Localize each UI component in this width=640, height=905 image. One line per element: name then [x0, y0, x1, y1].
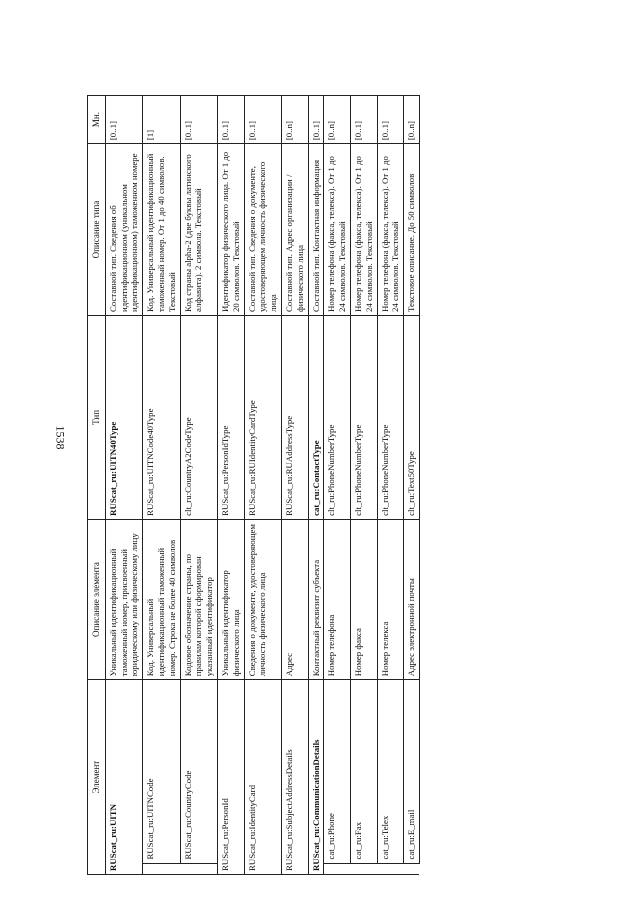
- multiplicity-cell: [0..n]: [404, 96, 420, 144]
- type-cell: clt_ru:CountryA2CodeType: [180, 315, 217, 519]
- type-description-cell: Идентификатор физического лица. От 1 до 20 символов. Текстовый: [217, 144, 244, 316]
- element-cell: RUScat_ru:CommunicationDetails: [308, 680, 324, 875]
- page-number: 1538: [53, 425, 68, 450]
- table-row: [350, 96, 377, 875]
- multiplicity-cell: [0..1]: [308, 96, 324, 144]
- element-cell: cat_ru:Phone: [324, 680, 351, 863]
- type-description-cell: Текстовое описание. До 50 символов: [404, 144, 420, 316]
- multiplicity-cell: [0..1]: [244, 96, 281, 144]
- type-description-cell: Код страны alpha-2 (две буквы латинского алфавита). 2 символа. Текстовый: [180, 144, 217, 316]
- indent-cell: [180, 863, 217, 874]
- element-cell: cat_ru:Fax: [350, 680, 377, 863]
- type-description-cell: Код. Универсальный идентификационный таможенный номер. От 1 до 40 символов. Текстовый: [143, 144, 180, 316]
- type-cell: RUScat_ru:UITN40Type: [105, 315, 142, 519]
- table-row: [105, 96, 142, 875]
- table-row: [404, 96, 420, 875]
- description-cell: Контактный реквизит субъекта: [308, 519, 324, 679]
- type-cell: clt_ru:PhoneNumberType: [350, 315, 377, 519]
- indent-cell: [324, 863, 351, 874]
- element-cell: RUScat_ru:IdentityCard: [244, 680, 281, 875]
- description-cell: Уникальный идентификатор физического лица: [217, 519, 244, 679]
- type-cell: RUScat_ru:PersonIdType: [217, 315, 244, 519]
- table-row: [180, 96, 217, 875]
- table-row: [244, 96, 281, 875]
- type-cell: clt_ru:PhoneNumberType: [377, 315, 404, 519]
- multiplicity-cell: [0..1]: [180, 96, 217, 144]
- type-description-cell: Составной тип. Сведения о документе, удостоверяющем личность физического лица: [244, 144, 281, 316]
- element-cell: RUScat_ru:UITNCode: [143, 680, 180, 863]
- indent-cell: [377, 863, 404, 874]
- multiplicity-cell: [1]: [143, 96, 180, 144]
- header-multiplicity: Мн.: [88, 96, 106, 144]
- table-row: [324, 96, 351, 875]
- element-cell: RUScat_ru:SubjectAddressDetails: [281, 680, 308, 875]
- type-description-cell: Номер телефона (факса, телекса). От 1 до 24 символов. Текстовый: [350, 144, 377, 316]
- description-cell: Номер телефона: [324, 519, 351, 679]
- type-description-cell: Составной тип. Сведения об идентификационном (уникальном идентификационном) таможенном номере: [105, 144, 142, 316]
- description-cell: Номер телекса: [377, 519, 404, 679]
- type-cell: clt_ru:PhoneNumberType: [324, 315, 351, 519]
- description-cell: Номер факса: [350, 519, 377, 679]
- type-cell: cat_ru:ContactType: [308, 315, 324, 519]
- table-header-row: [88, 96, 106, 875]
- schema-table: [87, 95, 420, 875]
- type-cell: clt_ru:Text50Type: [404, 315, 420, 519]
- indent-cell: [404, 863, 420, 874]
- type-cell: RUScat_ru:RUAddressType: [281, 315, 308, 519]
- indent-cell: [350, 863, 377, 874]
- description-cell: Уникальный идентификационный таможенный номер, присвоенный юридическому или физическому лицу: [105, 519, 142, 679]
- header-type: Тип: [88, 315, 106, 519]
- description-cell: Адрес: [281, 519, 308, 679]
- type-description-cell: Номер телефона (факса, телекса). От 1 до 24 символов. Текстовый: [377, 144, 404, 316]
- multiplicity-cell: [0..n]: [281, 96, 308, 144]
- multiplicity-cell: [0..1]: [377, 96, 404, 144]
- header-description: Описание элемента: [88, 519, 106, 679]
- table-row: [143, 96, 180, 875]
- multiplicity-cell: [0..1]: [105, 96, 142, 144]
- description-cell: Адрес электронной почты: [404, 519, 420, 679]
- type-description-cell: Составной тип. Адрес организации / физического лица: [281, 144, 308, 316]
- table-row: [377, 96, 404, 875]
- table-body: [105, 96, 419, 875]
- table-row: [281, 96, 308, 875]
- header-element: Элемент: [88, 680, 106, 875]
- table-row: [217, 96, 244, 875]
- element-cell: RUScat_ru:PersonId: [217, 680, 244, 875]
- description-cell: Сведения о документе, удостоверяющем личность физического лица: [244, 519, 281, 679]
- multiplicity-cell: [0..1]: [350, 96, 377, 144]
- element-cell: cat_ru:E_mail: [404, 680, 420, 863]
- table-row: [308, 96, 324, 875]
- type-cell: RUScat_ru:UITNCode40Type: [143, 315, 180, 519]
- multiplicity-cell: [0..n]: [324, 96, 351, 144]
- type-cell: RUScat_ru:RUIdentityCardType: [244, 315, 281, 519]
- description-cell: Код. Универсальный идентификационный таможенный номер. Строка не более 40 символов: [143, 519, 180, 679]
- element-cell: cat_ru:Telex: [377, 680, 404, 863]
- description-cell: Кодовое обозначение страны, по правилам которой сформирован указанный идентификатор: [180, 519, 217, 679]
- element-cell: RUScat_ru:CountryCode: [180, 680, 217, 863]
- type-description-cell: Составной тип. Контактная информация: [308, 144, 324, 316]
- element-cell: RUScat_ru:UITN: [105, 680, 142, 875]
- rotated-content: [87, 88, 632, 875]
- indent-cell: [143, 863, 180, 874]
- type-description-cell: Номер телефона (факса, телекса). От 1 до 24 символов. Текстовый: [324, 144, 351, 316]
- rotated-page: [87, 88, 632, 875]
- multiplicity-cell: [0..1]: [217, 96, 244, 144]
- header-type-description: Описание типа: [88, 144, 106, 316]
